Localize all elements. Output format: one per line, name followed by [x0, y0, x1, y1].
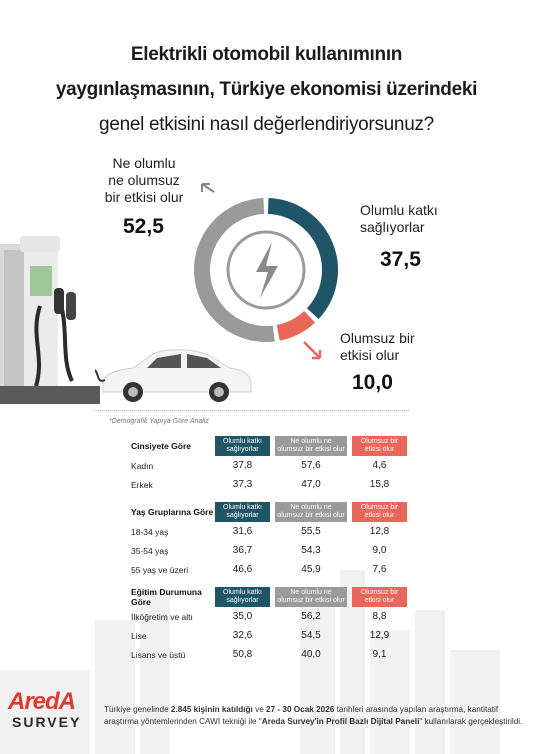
table-row	[131, 626, 407, 645]
neutral-label-line: Ne olumlu	[112, 155, 176, 171]
logo-brand: AredA	[8, 688, 76, 715]
neutral-label-line: ne olumsuz	[108, 172, 180, 188]
positive-value: 37,5	[380, 248, 421, 271]
logo-sub: SURVEY	[12, 714, 82, 730]
value-cell: 32,6	[232, 630, 253, 641]
column-header-cell	[275, 587, 347, 607]
value-cell: 37,8	[232, 460, 253, 471]
areda-survey-logo	[8, 690, 81, 730]
column-header-cell	[352, 436, 407, 456]
positive-label-line: sağlıyorlar	[360, 219, 425, 235]
row-label: Erkek	[131, 479, 153, 490]
value-cell: 8,8	[372, 611, 387, 622]
demographic-table	[131, 436, 407, 664]
title-line-2: yaygınlaşmasının, Türkiye ekonomisi üzerindeki	[55, 79, 478, 100]
value-cell: 46,6	[232, 564, 253, 575]
positive-label-line: Olumlu katkı	[360, 202, 438, 218]
group-label: Yaş Gruplarına Göre	[131, 507, 214, 517]
value-cell: 57,6	[301, 460, 321, 471]
group-header-row	[131, 436, 407, 456]
column-header: Olumlu katkı sağlıyorlar	[215, 587, 270, 607]
group-header-row	[131, 502, 407, 522]
arrow-negative-icon	[300, 338, 330, 368]
value-cell: 35,0	[232, 611, 253, 622]
neutral-value: 52,5	[123, 215, 164, 238]
group-separator	[131, 494, 407, 502]
footer-bold: 2.845 kişinin katıldığı	[170, 705, 253, 714]
table-row	[131, 645, 407, 664]
column-header: Ne olumlu ne olumsuz bir etkisi olur	[275, 436, 347, 456]
row-label: 55 yaş ve üzeri	[131, 564, 189, 575]
table-row	[131, 607, 407, 626]
donut-slice	[268, 206, 330, 314]
value-cell: 50,8	[232, 649, 253, 660]
value-cell: 45,9	[301, 564, 321, 575]
group-label: Cinsiyete Göre	[131, 441, 191, 451]
column-header-cell	[352, 587, 407, 607]
table-row	[131, 541, 407, 560]
column-header: Olumsuz bir etkisi olur	[352, 436, 407, 456]
donut-slice	[278, 317, 309, 333]
group-label: Eğitim Durumuna Göre	[131, 587, 202, 607]
column-header: Ne olumlu ne olumsuz bir etkisi olur	[275, 502, 347, 522]
value-cell: 12,9	[369, 630, 390, 641]
negative-value: 10,0	[352, 371, 393, 394]
group-separator	[131, 579, 407, 587]
column-header-cell	[352, 502, 407, 522]
footer-part: tarihleri arasında yapılan araştırma, kantitatif araştırma yöntemlerinden CAWI tekniği ile "	[104, 705, 499, 726]
title-line-3: genel etkisini nasıl değerlendiriyorsunuz?	[99, 114, 434, 135]
value-cell: 31,6	[232, 526, 253, 537]
value-cell: 40,0	[301, 649, 321, 660]
arrow-neutral-icon	[196, 178, 218, 198]
donut-chart	[176, 180, 356, 360]
value-cell: 55,5	[301, 526, 321, 537]
charging-station-illustration	[0, 236, 100, 406]
value-cell: 7,6	[372, 564, 387, 575]
row-label: Lisans ve üstü	[131, 649, 186, 660]
divider	[94, 410, 409, 411]
negative-label-line: etkisi olur	[340, 347, 400, 363]
table-row	[131, 456, 407, 475]
group-header-row	[131, 587, 407, 607]
column-header: Olumlu katkı sağlıyorlar	[215, 502, 270, 522]
value-cell: 12,8	[369, 526, 390, 537]
value-cell: 47,0	[301, 479, 321, 490]
row-label: Lise	[131, 630, 147, 641]
table-row	[131, 560, 407, 579]
column-header-cell	[275, 502, 347, 522]
value-cell: 9,0	[372, 545, 387, 556]
value-cell: 56,2	[301, 611, 321, 622]
column-header: Ne olumlu ne olumsuz bir etkisi olur	[275, 587, 347, 607]
footer-part: Türkiye genelinde	[104, 705, 171, 714]
negative-label-line: Olumsuz bir	[340, 330, 415, 346]
column-header: Olumsuz bir etkisi olur	[352, 502, 407, 522]
footer-text	[104, 704, 524, 728]
row-label: 35-54 yaş	[131, 545, 169, 556]
table-row	[131, 522, 407, 541]
row-label: 18-34 yaş	[131, 526, 169, 537]
column-header-cell	[215, 587, 270, 607]
title-line-1: Elektrikli otomobil kullanımının	[130, 44, 403, 65]
footer-part: ve	[252, 705, 267, 714]
column-header-cell	[275, 436, 347, 456]
footer-part: " kullanılarak gerçekleştirildi.	[419, 717, 523, 726]
table-row	[131, 475, 407, 494]
positive-label	[360, 202, 450, 236]
neutral-label	[100, 155, 188, 206]
column-header: Olumlu katkı sağlıyorlar	[215, 436, 270, 456]
demographic-note: *Demografik Yapıya Göre Analiz	[109, 418, 209, 425]
value-cell: 36,7	[232, 545, 253, 556]
value-cell: 9,1	[372, 649, 387, 660]
column-header-cell	[215, 502, 270, 522]
row-label: İlköğretim ve altı	[131, 611, 193, 622]
column-header-cell	[215, 436, 270, 456]
row-label: Kadın	[131, 460, 154, 471]
value-cell: 4,6	[372, 460, 387, 471]
value-cell: 15,8	[369, 479, 390, 490]
column-header: Olumsuz bir etkisi olur	[352, 587, 407, 607]
footer-bold: Areda Survey'in Profil Bazlı Dijital Paneli	[261, 717, 420, 726]
footer-bold: 27 - 30 Ocak 2026	[266, 705, 335, 714]
negative-label	[340, 330, 430, 364]
neutral-label-line: bir etkisi olur	[104, 189, 184, 205]
value-cell: 54,3	[301, 545, 321, 556]
lightning-bolt-icon	[256, 242, 278, 298]
value-cell: 37,3	[232, 479, 253, 490]
value-cell: 54,5	[301, 630, 321, 641]
